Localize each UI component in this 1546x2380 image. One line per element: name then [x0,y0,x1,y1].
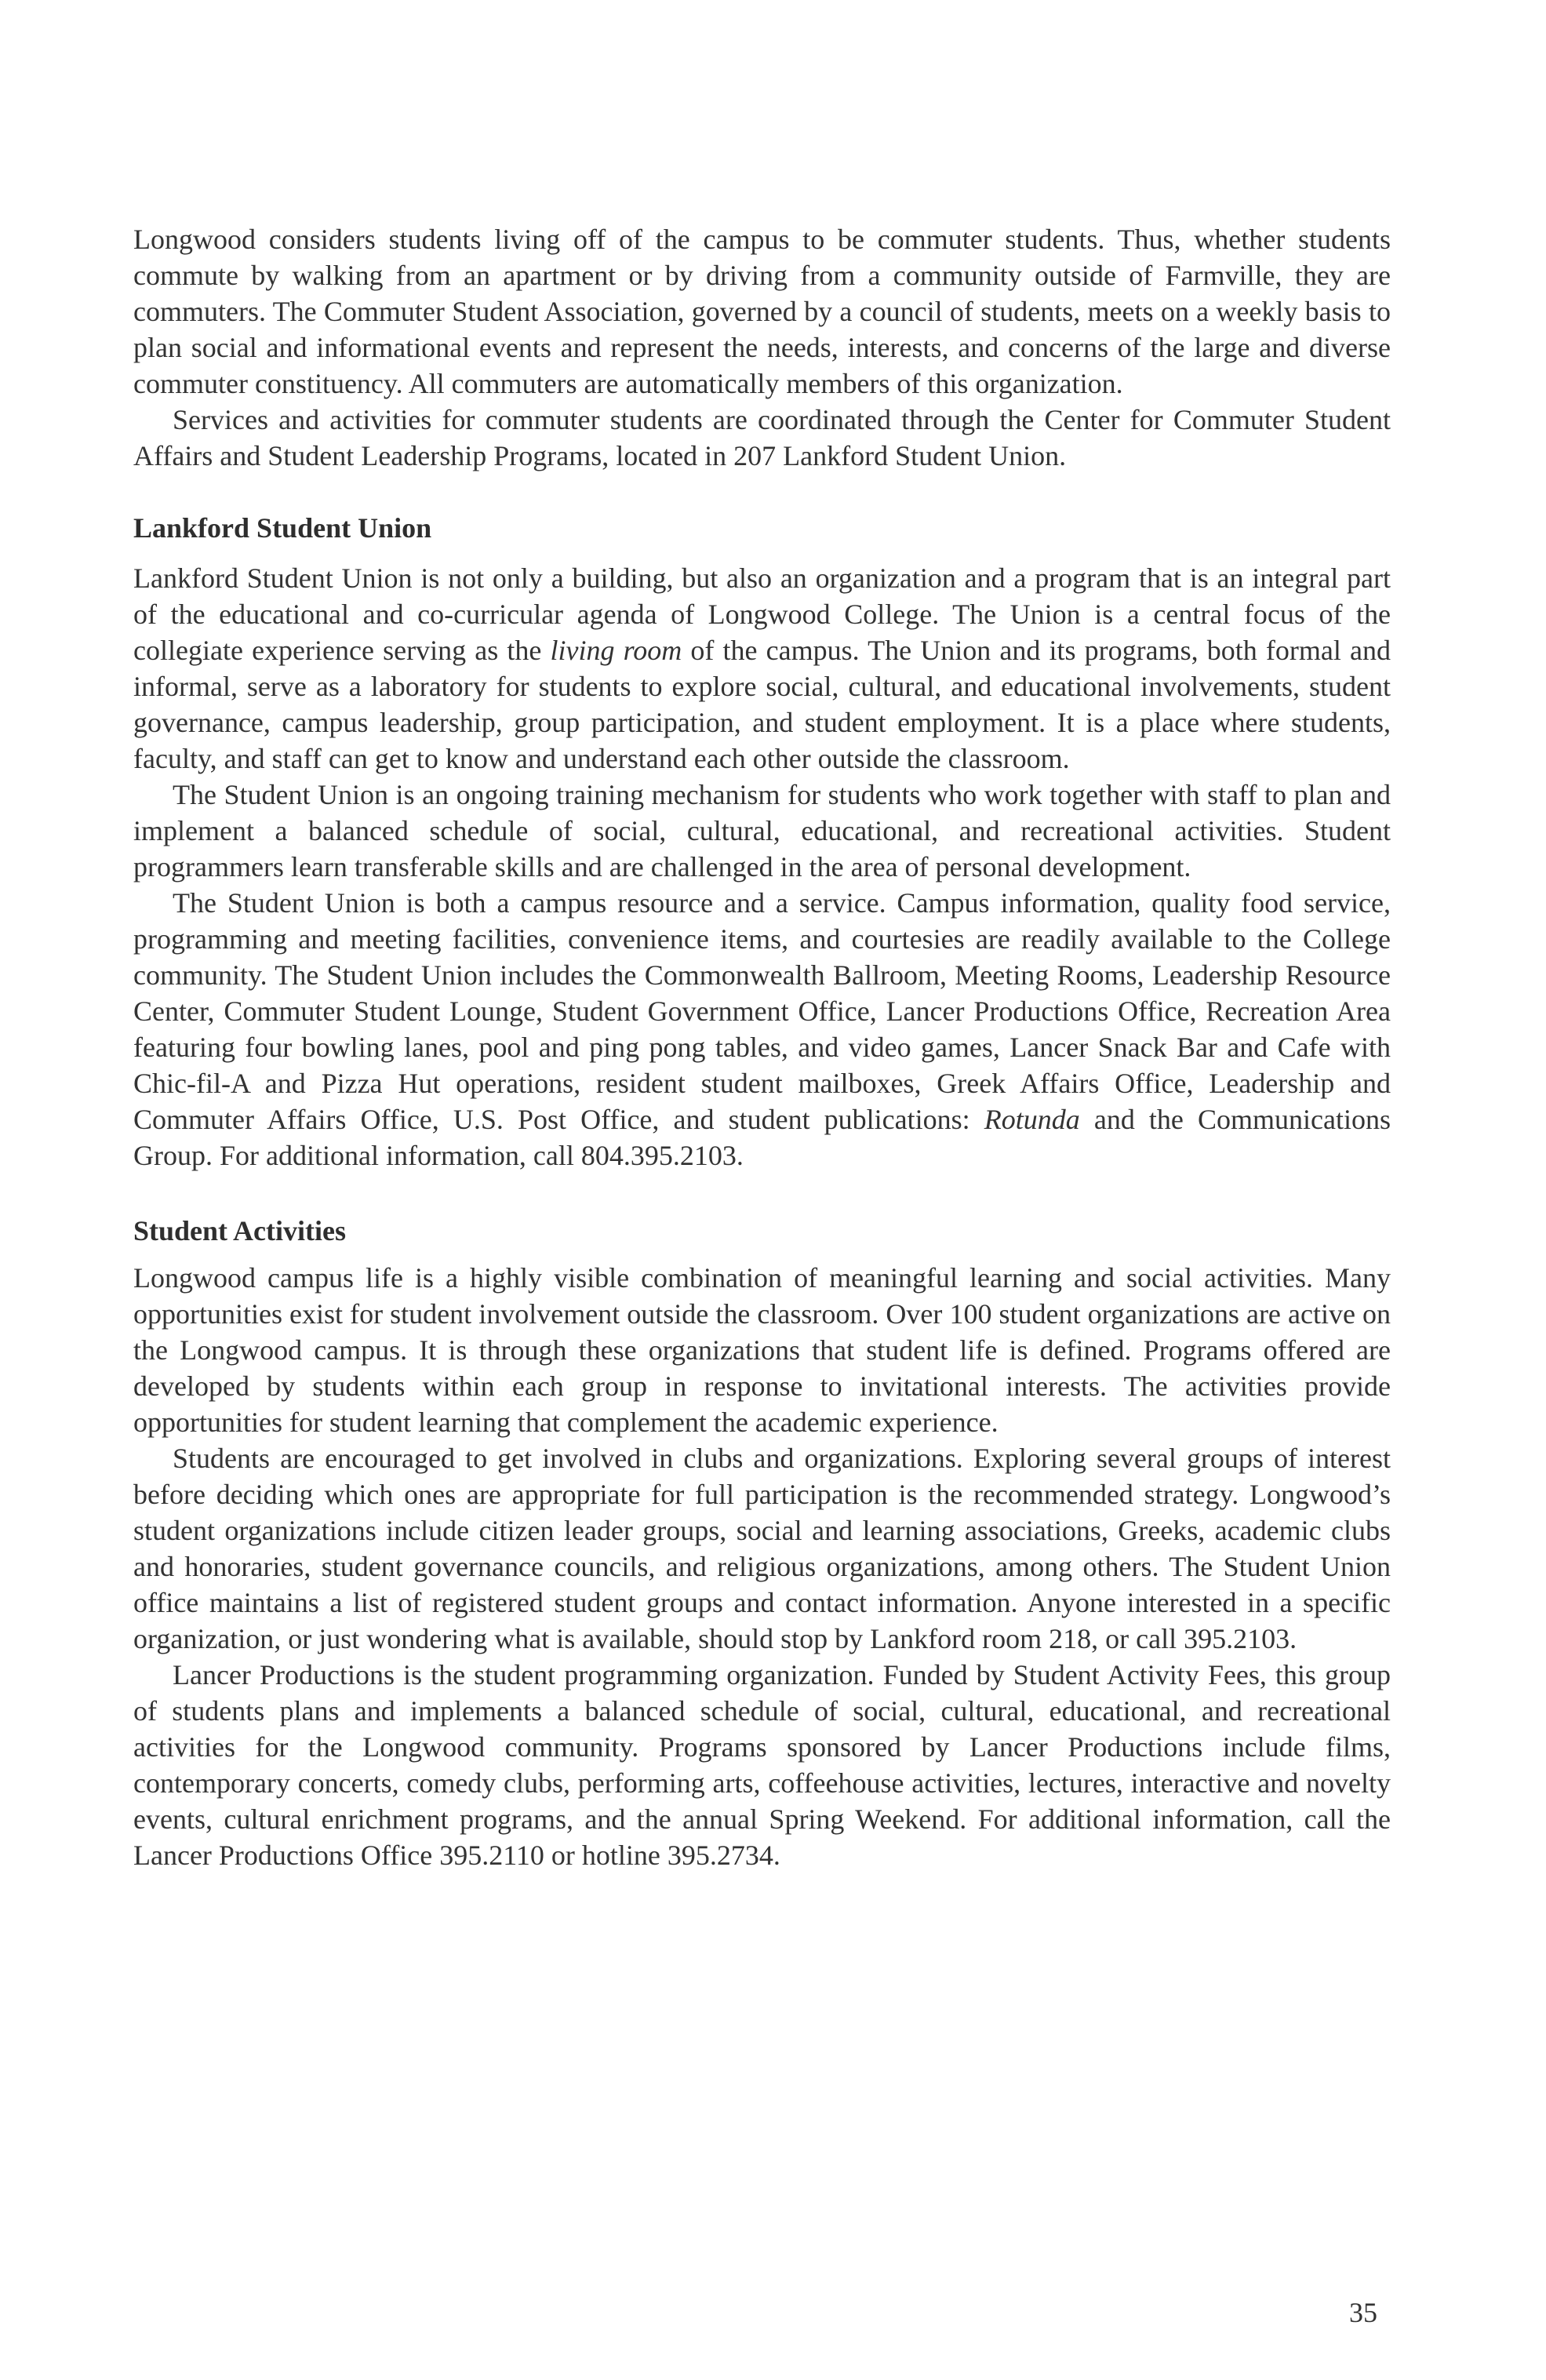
lankford-paragraph-2: The Student Union is an ongoing training mechanism for students who work together with staff to plan and implement a balanced schedule of social, cultural, educational, and recreational activities. Student programmers learn transferable skills and are challenged in the area of personal development. [133,779,1391,882]
lankford-p3-text-b: and the Communications Group. For additional information, call 804.395.2103. [133,1104,1391,1171]
lankford-student-union-section [133,510,1391,1174]
lankford-p3-text-a: The Student Union is both a campus resource and a service. Campus information, quality food service, programming and meeting facilities, convenience items, and courtesies are readily available to the College community. The Student Union includes the Commonwealth Ballroom, Meeting Rooms, Leadership Resource Center, Commuter Student Lounge, Student Government Office, Lancer Productions Office, Recreation Area featuring four bowling lanes, pool and ping pong tables, and video games, Lancer Snack Bar and Cafe with Chic-fil-A and Pizza Hut operations, resident student mailboxes, Greek Affairs Office, Leadership and Commuter Affairs Office, U.S. Post Office, and student publications: [133,887,1391,1135]
lankford-p1-text-a: Lankford Student Union is not only a building, but also an organization and a program that is an integral part of the educational and co-curricular agenda of Longwood College. The Union is a central focus of the collegiate experience serving as the [133,562,1391,666]
commuter-students-section [133,221,1391,474]
living-room-emphasis: living room [550,635,682,666]
student-activities-section [133,1213,1391,1873]
lankford-paragraph-3 [133,885,1391,1174]
section-heading-student-activities: Student Activities [133,1215,347,1246]
activities-paragraph-2: Students are encouraged to get involved in clubs and organizations. Exploring several groups of interest before deciding which ones are appropriate for full participation is the recommended strategy. Longwood’s student organizations include citizen leader groups, social and learning associations, Greeks, academic clubs and honoraries, student governance councils, and religious organizations, among others. The Student Union office maintains a list of registered student groups and contact information. Anyone interested in a specific organization, or just wondering what is available, should stop by Lankford room 218, or call 395.2103. [133,1443,1391,1654]
document-page [133,221,1391,1873]
commuter-paragraph-2: Services and activities for commuter students are coordinated through the Center for Commuter Student Affairs and Student Leadership Programs, located in 207 Lankford Student Union. [133,404,1391,471]
rotunda-emphasis: Rotunda [984,1104,1080,1135]
page-number: 35 [1349,2297,1377,2328]
activities-paragraph-1: Longwood campus life is a highly visible combination of meaningful learning and social activities. Many opportunities exist for student involvement outside the classroom. Over 100 student organizations are active on the Longwood campus. It is through these organizations that student life is defined. Programs offered are developed by students within each group in response to invitational interests. The activities provide opportunities for student learning that complement the academic experience. [133,1262,1391,1438]
lankford-paragraph-1 [133,560,1391,777]
section-heading-lankford: Lankford Student Union [133,512,432,544]
commuter-paragraph-1: Longwood considers students living off of the campus to be commuter students. Thus, whether students commute by walking from an apartment or by driving from a community outside of Farmville, they are commuters. The Commuter Student Association, governed by a council of students, meets on a weekly basis to plan social and informational events and represent the needs, interests, and concerns of the large and diverse commuter constituency. All commuters are automatically members of this organization. [133,224,1391,399]
activities-paragraph-3: Lancer Productions is the student programming organization. Funded by Student Activity Fees, this group of students plans and implements a balanced schedule of social, cultural, educational, and recreational activities for the Longwood community. Programs sponsored by Lancer Productions include films, contemporary concerts, comedy clubs, performing arts, coffeehouse activities, lectures, interactive and novelty events, cultural enrichment programs, and the annual Spring Weekend. For additional information, call the Lancer Productions Office 395.2110 or hotline 395.2734. [133,1659,1391,1871]
lankford-p1-text-b: of the campus. The Union and its programs, both formal and informal, serve as a laboratory for students to explore social, cultural, and educational involvements, student governance, campus leadership, group participation, and student employment. It is a place where students, faculty, and staff can get to know and understand each other outside the classroom. [133,635,1391,774]
